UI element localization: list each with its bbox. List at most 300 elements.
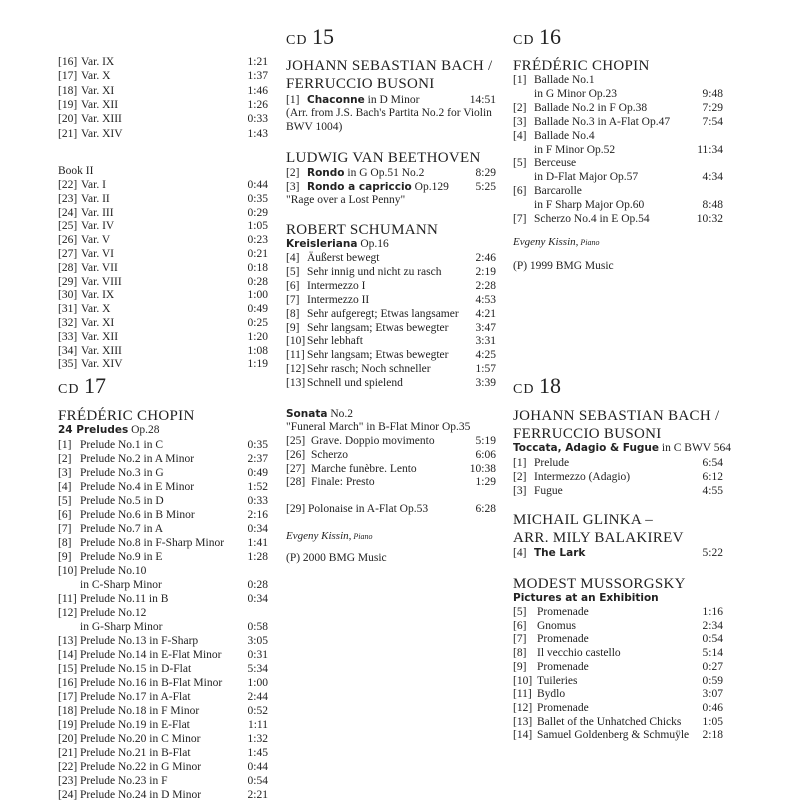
track-number: [3] [513,115,527,128]
track-title: Ballade No.3 in A-Flat Op.47 [534,115,671,128]
track-title-rest: Op.129 [411,181,449,193]
track-duration: 3:05 [247,634,268,647]
cd15-note-line1: (Arr. from J.S. Bach's Partita No.2 for Violin [286,107,492,119]
track-title-bold: Rondo a capriccio [307,181,412,193]
track-row [58,178,268,192]
track-number: [18] [58,84,78,97]
cd15-funeral: "Funeral March" in B-Flat Minor Op.35 [286,421,471,433]
track-row [513,87,723,101]
track-number: [5] [286,265,300,278]
track-title: Prelude No.6 in B Minor [80,508,195,521]
track-title: Schnell und spielend [307,377,403,390]
cd15-rondo-note: "Rage over a Lost Penny" [286,194,406,206]
track-title: Prelude No.8 in F-Sharp Minor [80,536,225,549]
track-row [513,619,723,633]
track-row [58,127,268,141]
track-row [58,760,268,774]
track-row [58,452,268,466]
track-row [58,480,268,494]
track-duration: 2:18 [702,729,723,742]
track-duration: 3:47 [475,321,496,334]
cd18-bach-line2: FERRUCCIO BUSONI [513,426,662,442]
track-duration: 5:14 [702,647,723,660]
cd15-header [286,24,334,50]
track-duration: 0:49 [247,466,268,479]
cd17-number: 17 [83,373,106,398]
track-number: [21] [58,127,78,140]
track-title: Intermezzo I [307,279,366,292]
track-number: [27] [58,248,78,260]
track-duration: 7:54 [702,115,723,128]
track-duration: 4:21 [475,307,496,320]
cd16-number: 16 [538,24,561,49]
track-number: [13] [286,377,306,390]
track-number: [2] [58,452,72,465]
track-row [513,115,723,129]
track-row [58,550,268,564]
track-duration: 0:23 [247,234,268,247]
cd15-number: 15 [311,24,334,49]
track-title: Tuileries [537,674,578,687]
track-number: [28] [286,476,306,489]
track-row [58,606,268,620]
track-duration: 6:06 [475,448,496,461]
track-row [513,646,723,660]
cd17-work-title: 24 Preludes [58,424,129,436]
cd15-sonata [286,408,353,420]
book2-label: Book II [58,165,94,177]
track-title-bold: Rondo [307,167,345,179]
track-number: [11] [286,349,305,362]
track-row [58,192,268,206]
track-title-bold: Chaconne [307,94,365,106]
track-number: [19] [58,98,78,111]
track-title: Prelude No.5 in D [80,494,164,507]
cd17-header [58,373,106,399]
track-row [513,674,723,688]
track-row [513,198,723,212]
track-title: Var. XIV [81,127,123,140]
track-title: Var. VII [81,261,118,274]
track-row [58,112,268,126]
track-title: Ballet of the Unhatched Chicks [537,715,682,728]
track-row [513,470,723,484]
track-title: Finale: Presto [311,476,375,489]
track-title: Grave. Doppio movimento [311,435,435,447]
track-title: Bydlo [537,688,566,701]
track-duration: 5:19 [475,435,496,447]
track-number: [7] [513,633,527,646]
track-title: in D-Flat Major Op.57 [534,171,639,184]
track-duration: 4:53 [475,293,496,306]
track-row [513,73,723,87]
track-number: [19] [58,718,78,731]
track-row [286,321,496,335]
cd15-label: CD [286,33,308,48]
track-duration: 1:20 [247,330,268,343]
track-row [58,330,268,344]
track-number: [10] [286,335,306,348]
track-row [58,438,268,452]
track-duration: 7:29 [702,101,723,114]
track-duration: 5:25 [475,181,496,193]
track-duration: 2:44 [247,690,268,703]
track-row [58,316,268,330]
track-title: Var. XII [81,98,119,111]
track-duration: 1:11 [247,718,268,731]
track-title: Var. XI [81,84,115,97]
track-duration: 1:19 [247,358,268,371]
track-duration: 0:27 [702,660,723,673]
track-number: [8] [286,307,300,320]
track-row [58,69,268,83]
track-row [513,701,723,715]
track-row [58,746,268,760]
track-title-rest: in G Op.51 No.2 [344,167,425,179]
track-duration: 0:29 [247,206,268,219]
track-row [58,466,268,480]
track-number: [18] [58,704,78,717]
track-number: [12] [58,606,78,619]
track-title: Marche funèbre. Lento [311,462,417,475]
track-title: Ballade No.4 [534,129,595,142]
track-number: [1] [286,94,300,106]
track-number: [5] [513,606,527,618]
cd16-label: CD [513,33,535,48]
track-title: Prelude No.21 in B-Flat [80,746,191,759]
track-title: Prelude No.12 [80,606,147,619]
track-number: [2] [286,167,300,179]
cd16-performer [513,236,600,248]
track-duration: 1:32 [247,732,268,745]
track-title: The Lark [534,547,586,559]
track-row [286,293,496,307]
track-duration: 2:21 [247,788,268,801]
track-duration: 0:58 [247,620,268,633]
track-duration: 1:26 [247,98,268,111]
track-row [58,55,268,69]
cd17-composer: FRÉDÉRIC CHOPIN [58,408,195,424]
performer-instrument: Piano [578,238,600,247]
track-row [58,261,268,275]
cd16-composer: FRÉDÉRIC CHOPIN [513,58,650,74]
track-row [58,690,268,704]
track-title: Ballade No.2 in F Op.38 [534,101,648,114]
work-title-bold: Kreisleriana [286,238,358,250]
track-number: [17] [58,70,78,83]
track-row [286,475,496,489]
track-number: [2] [513,101,527,114]
cd15-beethoven: LUDWIG VAN BEETHOVEN [286,150,481,166]
track-title: in F Minor Op.52 [534,143,616,156]
track-row [513,143,723,157]
track-row [58,676,268,690]
track-row [513,687,723,701]
track-row [58,219,268,233]
track-duration: 0:28 [247,275,268,288]
track-title: Sehr rasch; Noch schneller [307,363,431,376]
track-title: Var. V [81,234,111,247]
track-number: [20] [58,113,78,126]
track-duration: 2:28 [475,279,496,292]
cd18-track-4 [513,546,723,560]
track-number: [21] [58,746,78,759]
track-row [286,362,496,376]
track-row [58,788,268,802]
track-title: Fugue [534,484,563,497]
cd15-track-1 [286,93,496,107]
track-row [58,206,268,220]
track-duration: 2:37 [247,452,268,465]
track-row [58,564,268,578]
track-title: Ballade No.1 [534,74,595,86]
track-title: Sehr innig und nicht zu rasch [307,265,442,278]
track-row [58,732,268,746]
work-title-bold: Sonata [286,408,328,420]
track-number: [24] [58,788,78,801]
track-number: [12] [286,363,306,376]
track-title: Prelude [534,457,570,469]
track-number: [29] [286,503,306,515]
track-row [58,662,268,676]
cd15-bach-line1: JOHANN SEBASTIAN BACH / [286,58,493,74]
cd16-header [513,24,561,50]
track-duration: 1:00 [247,289,268,302]
track-duration: 0:34 [247,522,268,535]
track-number: [4] [513,129,527,142]
track-duration: 0:54 [702,633,723,646]
track-row [286,462,496,476]
track-row [58,536,268,550]
track-number: [34] [58,344,78,357]
cd18-bach-line1: JOHANN SEBASTIAN BACH / [513,408,720,424]
track-number: [9] [513,660,527,673]
track-duration: 6:28 [475,503,496,515]
track-row [286,251,496,265]
track-number: [20] [58,732,78,745]
track-duration: 1:05 [702,715,723,728]
track-title: Var. XI [81,317,115,329]
track-title: Var. IV [81,220,115,233]
track-title: Intermezzo (Adagio) [534,470,631,483]
track-number: [31] [58,303,78,316]
track-row [286,448,496,462]
track-number: [25] [58,220,78,233]
track-title: Var. III [81,206,114,219]
track-number: [11] [513,688,532,701]
track-row [513,728,723,742]
cd15-track-3 [286,180,496,194]
track-number: [9] [58,550,72,563]
work-opus: in C BWV 564 [659,442,732,454]
track-row [58,98,268,112]
track-duration: 0:33 [247,113,268,126]
cd18-glinka-line2: ARR. MILY BALAKIREV [513,530,684,546]
track-duration: 0:59 [702,674,723,687]
track-title: Prelude No.15 in D-Flat [80,662,192,675]
track-number: [2] [513,470,527,483]
track-title: Äußerst bewegt [307,252,380,264]
track-title: Prelude No.2 in A Minor [80,452,195,465]
track-duration: 10:32 [696,213,723,225]
track-number: [7] [286,293,300,306]
track-duration: 1:52 [247,480,268,493]
track-number: [10] [513,674,533,687]
track-title: Sehr langsam; Etwas bewegter [307,349,449,362]
track-row [513,212,723,226]
track-duration: 1:16 [702,606,723,618]
track-number: [26] [286,448,306,461]
track-duration: 0:25 [247,317,268,329]
cd18-label: CD [513,382,535,397]
track-row [58,522,268,536]
track-row [513,715,723,729]
track-duration: 3:07 [702,688,723,701]
track-number: [29] [58,275,78,288]
track-title: Barcarolle [534,185,582,198]
track-duration: 1:41 [247,536,268,549]
track-row [58,494,268,508]
track-row [58,84,268,98]
track-row [513,456,723,470]
track-row [58,275,268,289]
track-duration: 0:44 [247,179,268,191]
track-number: [17] [58,690,78,703]
track-title: Var. IX [81,56,115,68]
track-duration: 0:44 [247,760,268,773]
track-title: Prelude No.22 in G Minor [80,760,202,773]
track-number: [8] [58,536,72,549]
track-duration: 1:43 [247,127,268,140]
track-row [58,620,268,634]
track-number: [22] [58,760,78,773]
cd17-work-opus: Op.28 [128,424,160,436]
track-number: [13] [58,634,78,647]
track-title: Prelude No.3 in G [80,466,164,479]
cd15-bach-line2: FERRUCCIO BUSONI [286,76,435,92]
track-number: [1] [513,74,527,86]
cd15-kreisleriana [286,238,389,250]
track-number: [4] [513,547,527,559]
track-title: Var. VI [81,248,115,260]
track-title: Prelude No.1 in C [80,439,164,451]
track-duration: 4:34 [702,171,723,184]
track-duration: 0:31 [247,648,268,661]
track-number: [30] [58,289,78,302]
track-duration: 1:57 [475,363,496,376]
cd15-track-29 [286,502,496,516]
track-duration: 2:19 [475,265,496,278]
track-number: [14] [513,729,533,742]
track-duration: 2:16 [247,508,268,521]
track-title: Var. XIII [81,113,122,126]
track-number: [6] [58,508,72,521]
track-duration: 14:51 [469,94,496,106]
track-title: Prelude No.18 in F Minor [80,704,200,717]
track-row [58,247,268,261]
track-number: [23] [58,774,78,787]
track-title: Prelude No.24 in D Minor [80,788,202,801]
track-row [513,129,723,143]
track-title: Prelude No.10 [80,564,147,577]
cd18-header [513,373,561,399]
track-number: [8] [513,647,527,660]
track-row [58,233,268,247]
track-number: [27] [286,462,306,475]
work-opus: Op.16 [357,238,389,250]
track-number: [6] [286,279,300,292]
track-title: Intermezzo II [307,293,370,306]
performer-instrument: Piano [351,532,373,541]
track-duration: 8:29 [475,167,496,179]
track-title: Prelude No.4 in E Minor [80,480,195,493]
track-number: [5] [58,494,72,507]
track-number: [6] [513,185,527,198]
track-title: in G Minor Op.23 [534,87,618,100]
track-row [513,605,723,619]
track-row [513,484,723,498]
track-row [513,156,723,170]
track-row [58,344,268,358]
track-title: Var. II [81,192,110,205]
track-duration: 0:35 [247,439,268,451]
track-title: in G-Sharp Minor [80,620,163,633]
track-number: [7] [58,522,72,535]
track-duration: 0:28 [247,578,268,591]
track-number: [7] [513,213,527,225]
work-opus: No.2 [327,408,354,420]
track-title: Var. XII [81,330,119,343]
track-title: Prelude No.16 in B-Flat Minor [80,676,223,689]
track-duration: 1:45 [247,746,268,759]
track-row [513,632,723,646]
work-title-bold: Toccata, Adagio & Fugue [513,442,660,454]
track-number: [4] [286,252,300,264]
track-number: [25] [286,435,306,447]
track-title: Prelude No.23 in F [80,774,168,787]
track-number: [9] [286,321,300,334]
track-title: Promenade [537,660,589,673]
track-duration: 11:34 [697,143,723,156]
track-number: [3] [286,181,300,193]
track-title-rest: in D Minor [364,94,420,106]
track-number: [14] [58,648,78,661]
track-title: Var. VIII [81,275,122,288]
track-title: Var. I [81,179,106,191]
track-duration: 1:37 [247,70,268,83]
track-title: Scherzo No.4 in E Op.54 [534,213,650,225]
track-title: Il vecchio castello [537,647,621,660]
track-row [286,265,496,279]
track-duration: 0:35 [247,192,268,205]
track-number: [15] [58,662,78,675]
track-title: Promenade [537,606,589,618]
track-number: [1] [58,439,72,451]
track-duration: 5:22 [702,547,723,559]
track-duration: 0:52 [247,704,268,717]
cd15-performer [286,530,373,542]
cd17-label: CD [58,382,80,397]
track-title: Prelude No.7 in A [80,522,164,535]
track-duration: 1:21 [247,56,268,68]
track-title: Prelude No.9 in E [80,550,163,563]
track-title: Promenade [537,633,589,646]
track-row [286,376,496,390]
track-duration: 2:34 [702,619,723,632]
track-number: [12] [513,701,533,714]
track-row [513,101,723,115]
track-row [58,592,268,606]
